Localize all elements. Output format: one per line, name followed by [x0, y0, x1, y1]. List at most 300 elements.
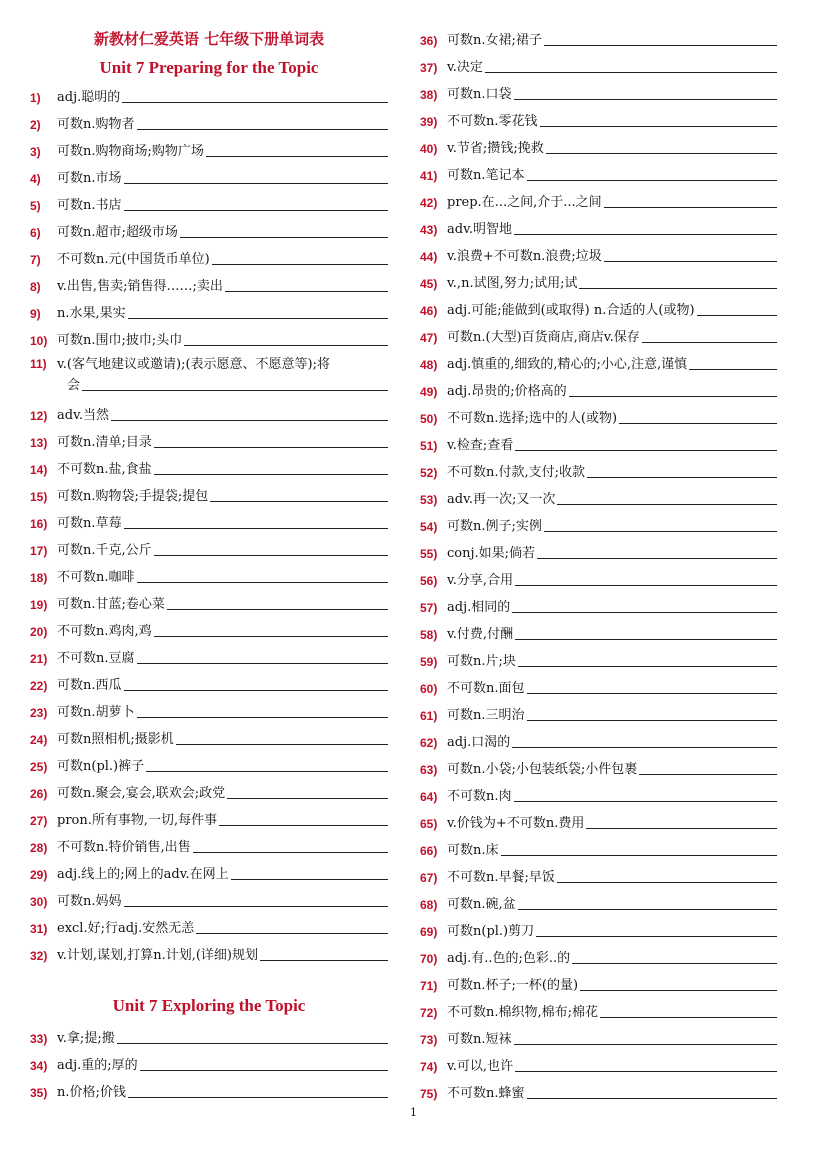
- word-item: [30, 480, 388, 507]
- word-item: [30, 399, 388, 426]
- answer-line[interactable]: [210, 500, 388, 502]
- word-item: [420, 834, 777, 861]
- answer-line[interactable]: [546, 152, 777, 154]
- item-definition: v.付费,付酬: [447, 627, 514, 642]
- word-item: [30, 831, 388, 858]
- item-number: 62): [420, 736, 438, 750]
- item-number: 69): [420, 925, 438, 939]
- word-item: [420, 780, 777, 807]
- item-number: 40): [420, 142, 438, 156]
- item-number: 56): [420, 574, 438, 588]
- word-item: [420, 78, 777, 105]
- item-number: 47): [420, 331, 438, 345]
- item-definition: adj.有..色的;色彩..的: [447, 951, 571, 966]
- item-number: 43): [420, 223, 438, 237]
- item-definition: v.拿;提;搬: [57, 1031, 115, 1046]
- answer-line[interactable]: [619, 422, 777, 424]
- answer-line[interactable]: [501, 854, 777, 856]
- item-number: 42): [420, 196, 438, 210]
- item-number: 65): [420, 817, 438, 831]
- word-item: [30, 81, 388, 108]
- item-number: 41): [420, 169, 438, 183]
- item-number: 26): [30, 787, 48, 801]
- word-item: [420, 24, 777, 51]
- answer-line[interactable]: [128, 1096, 388, 1098]
- page-number: 1: [410, 1106, 417, 1119]
- item-definition: 可数n.口袋: [447, 87, 512, 102]
- item-number: 38): [420, 88, 438, 102]
- word-item: [420, 753, 777, 780]
- item-definition: 可数n.市场: [57, 171, 122, 186]
- item-definition: adj.口渴的: [447, 735, 511, 750]
- item-number: 71): [420, 979, 438, 993]
- item-number: 14): [30, 463, 48, 477]
- item-number: 52): [420, 466, 438, 480]
- answer-line[interactable]: [124, 182, 388, 184]
- item-number: 25): [30, 760, 48, 774]
- answer-line[interactable]: [512, 611, 777, 613]
- word-item: [420, 456, 777, 483]
- answer-line[interactable]: [176, 743, 388, 745]
- answer-line[interactable]: [514, 233, 777, 235]
- item-definition: 可数n照相机;摄影机: [57, 732, 174, 747]
- item-definition: 不可数n.豆腐: [57, 651, 135, 666]
- word-item: [420, 942, 777, 969]
- page-title: 新教材仁爱英语 七年级下册单词表: [93, 30, 325, 48]
- item-number: 13): [30, 436, 48, 450]
- word-item: [30, 642, 388, 669]
- answer-line[interactable]: [515, 584, 777, 586]
- item-definition: 不可数n.盐,食盐: [57, 462, 152, 477]
- answer-line[interactable]: [604, 260, 777, 262]
- item-number: 50): [420, 412, 438, 426]
- word-item: [30, 534, 388, 561]
- answer-line[interactable]: [193, 851, 388, 853]
- word-item: [420, 672, 777, 699]
- item-definition: 可数n.床: [447, 843, 499, 858]
- item-definition: 不可数n.特价销售,出售: [57, 840, 191, 855]
- word-item: [30, 162, 388, 189]
- item-number: 73): [420, 1033, 438, 1047]
- item-definition: adv.再一次;又一次: [447, 492, 556, 507]
- word-item: [30, 723, 388, 750]
- word-item: [30, 804, 388, 831]
- answer-line[interactable]: [587, 476, 777, 478]
- item-number: 57): [420, 601, 438, 615]
- word-item: [30, 669, 388, 696]
- word-item: [30, 939, 388, 966]
- word-item: [420, 105, 777, 132]
- word-item: [420, 564, 777, 591]
- answer-line[interactable]: [697, 314, 777, 316]
- item-number: 20): [30, 625, 48, 639]
- answer-line[interactable]: [514, 98, 777, 100]
- word-item: [420, 240, 777, 267]
- item-definition: excl.好;行adj.安然无恙: [57, 921, 195, 936]
- item-number: 7): [30, 253, 41, 267]
- answer-line[interactable]: [579, 287, 777, 289]
- word-item: [30, 297, 388, 324]
- item-number: 3): [30, 145, 41, 159]
- item-number: 9): [30, 307, 41, 321]
- word-list-c: [30, 1022, 388, 1103]
- item-definition: 可数n.甘蓝;卷心菜: [57, 597, 165, 612]
- word-item: [420, 618, 777, 645]
- item-definition: 可数n.超市;超级市场: [57, 225, 178, 240]
- item-definition: conj.如果;倘若: [447, 546, 536, 561]
- item-number: 15): [30, 490, 48, 504]
- item-number: 55): [420, 547, 438, 561]
- item-definition: 可数n.清单;目录: [57, 435, 152, 450]
- word-item: [30, 696, 388, 723]
- item-definition: 不可数n.零花钱: [447, 114, 538, 129]
- item-definition: pron.所有事物,一切,每件事: [57, 813, 218, 828]
- answer-line[interactable]: [124, 209, 388, 211]
- answer-line[interactable]: [124, 905, 388, 907]
- item-definition: adj.可能;能做到(或取得) n.合适的人(或物): [447, 303, 695, 318]
- answer-line[interactable]: [137, 662, 388, 664]
- item-number: 10): [30, 334, 48, 348]
- word-item: [420, 645, 777, 672]
- answer-line[interactable]: [124, 689, 388, 691]
- item-number: 33): [30, 1032, 48, 1046]
- word-item: [30, 216, 388, 243]
- word-item: [30, 507, 388, 534]
- answer-line[interactable]: [128, 317, 388, 319]
- item-number: 31): [30, 922, 48, 936]
- answer-line[interactable]: [642, 341, 777, 343]
- word-item: [30, 1049, 388, 1076]
- answer-line[interactable]: [146, 770, 388, 772]
- word-item: [30, 243, 388, 270]
- answer-line[interactable]: [212, 263, 388, 265]
- answer-line[interactable]: [512, 746, 777, 748]
- answer-line[interactable]: [557, 881, 777, 883]
- answer-line[interactable]: [137, 581, 388, 583]
- word-item: [420, 321, 777, 348]
- item-definition: v.浪费+不可数n.浪费;垃圾: [447, 249, 602, 264]
- word-item: [30, 858, 388, 885]
- word-item: [30, 453, 388, 480]
- item-definition: n.价格;价钱: [57, 1085, 126, 1100]
- item-number: 22): [30, 679, 48, 693]
- word-list-b: [30, 399, 388, 966]
- answer-line[interactable]: [514, 1043, 777, 1045]
- item-definition: 可数n.妈妈: [57, 894, 122, 909]
- item-number: 46): [420, 304, 438, 318]
- item-definition: 不可数n.棉织物,棉布;棉花: [447, 1005, 599, 1020]
- word-item: [420, 267, 777, 294]
- item-number: 21): [30, 652, 48, 666]
- word-item: [30, 588, 388, 615]
- item-definition: 不可数n.鸡肉,鸡: [57, 624, 152, 639]
- item-definition: 可数n.千克,公斤: [57, 543, 152, 558]
- item-number: 60): [420, 682, 438, 696]
- word-item: [420, 591, 777, 618]
- item-number: 36): [420, 34, 438, 48]
- item-number: 34): [30, 1059, 48, 1073]
- item-definition: 可数n.小袋;小包装纸袋;小件包裹: [447, 762, 638, 777]
- item-definition: 可数n.女裙;裙子: [447, 33, 542, 48]
- item-definition: n.水果,果实: [57, 306, 126, 321]
- item-number: 1): [30, 91, 41, 105]
- answer-line[interactable]: [117, 1042, 388, 1044]
- word-item: [30, 912, 388, 939]
- item-number: 8): [30, 280, 41, 294]
- word-item: [420, 294, 777, 321]
- answer-line[interactable]: [544, 44, 777, 46]
- word-item: [30, 561, 388, 588]
- item-definition: v.可以,也许: [447, 1059, 514, 1074]
- item-number: 32): [30, 949, 48, 963]
- word-item: [420, 213, 777, 240]
- answer-line[interactable]: [515, 1070, 777, 1072]
- item-number: 64): [420, 790, 438, 804]
- item-definition: v.(客气地建议或邀请);(表示愿意、不愿意等);将: [57, 357, 330, 372]
- answer-line[interactable]: [604, 206, 777, 208]
- answer-line[interactable]: [137, 128, 388, 130]
- word-item: [30, 189, 388, 216]
- answer-line[interactable]: [527, 692, 777, 694]
- item-definition: adj.相同的: [447, 600, 511, 615]
- item-definition: 可数n.碗,盆: [447, 897, 516, 912]
- item-number: 2): [30, 118, 41, 132]
- answer-line[interactable]: [82, 389, 388, 391]
- item-definition: adj.慎重的,细致的,精心的;小心,注意,谨慎: [447, 357, 688, 372]
- word-item: [420, 510, 777, 537]
- word-item: [420, 888, 777, 915]
- word-item: [30, 1076, 388, 1103]
- answer-line[interactable]: [527, 1097, 777, 1099]
- answer-line[interactable]: [527, 719, 777, 721]
- item-definition: v.检查;查看: [447, 438, 514, 453]
- answer-line[interactable]: [557, 503, 777, 505]
- answer-line[interactable]: [167, 608, 388, 610]
- item-number: 37): [420, 61, 438, 75]
- item-number: 23): [30, 706, 48, 720]
- word-item: [420, 915, 777, 942]
- word-item: [420, 483, 777, 510]
- word-item: [420, 969, 777, 996]
- left-column: [30, 24, 388, 1103]
- word-item: [420, 807, 777, 834]
- answer-line[interactable]: [180, 236, 388, 238]
- item-definition: adj.重的;厚的: [57, 1058, 138, 1073]
- answer-line[interactable]: [225, 290, 388, 292]
- item-number: 54): [420, 520, 438, 534]
- word-item: [30, 885, 388, 912]
- item-number: 11): [30, 357, 47, 371]
- item-definition: 可数n(pl.)裤子: [57, 759, 145, 774]
- answer-line[interactable]: [231, 878, 388, 880]
- answer-line[interactable]: [515, 449, 777, 451]
- item-number: 24): [30, 733, 48, 747]
- answer-line[interactable]: [537, 557, 777, 559]
- item-number: 49): [420, 385, 438, 399]
- item-definition: v.节省;攒钱;挽救: [447, 141, 544, 156]
- answer-line[interactable]: [515, 638, 777, 640]
- answer-line[interactable]: [544, 530, 777, 532]
- item-definition: 不可数n.蜂蜜: [447, 1086, 525, 1101]
- answer-line[interactable]: [689, 368, 777, 370]
- answer-line[interactable]: [154, 554, 388, 556]
- item-definition: 可数n.购物商场;购物广场: [57, 144, 204, 159]
- item-number: 59): [420, 655, 438, 669]
- word-item: [30, 108, 388, 135]
- item-number: 18): [30, 571, 48, 585]
- answer-line[interactable]: [514, 800, 777, 802]
- answer-line[interactable]: [540, 125, 777, 127]
- word-item: [420, 375, 777, 402]
- word-item: [420, 996, 777, 1023]
- right-column: [420, 24, 777, 1104]
- word-item: [420, 429, 777, 456]
- item-definition: 可数n.购物者: [57, 117, 135, 132]
- item-number: 16): [30, 517, 48, 531]
- item-definition: 可数n.西瓜: [57, 678, 122, 693]
- word-item: [30, 1022, 388, 1049]
- item-definition: 不可数n.付款,支付;收款: [447, 465, 586, 480]
- answer-line[interactable]: [154, 635, 388, 637]
- word-item: [30, 750, 388, 777]
- answer-line[interactable]: [260, 959, 388, 961]
- answer-line[interactable]: [206, 155, 388, 157]
- answer-line[interactable]: [518, 908, 777, 910]
- item-number: 53): [420, 493, 438, 507]
- item-definition: v.,n.试图,努力;试用;试: [447, 276, 578, 291]
- item-number: 67): [420, 871, 438, 885]
- item-number: 17): [30, 544, 48, 558]
- answer-line[interactable]: [569, 395, 777, 397]
- item-number: 70): [420, 952, 438, 966]
- answer-line[interactable]: [111, 419, 388, 421]
- item-definition: 不可数n.肉: [447, 789, 512, 804]
- item-definition: prep.在...之间,介于...之间: [447, 195, 602, 210]
- answer-line[interactable]: [184, 344, 388, 346]
- item-definition: 可数n.聚会,宴会,联欢会;政党: [57, 786, 226, 801]
- item-number: 44): [420, 250, 438, 264]
- answer-line[interactable]: [154, 446, 388, 448]
- item-definition: 可数n.三明治: [447, 708, 525, 723]
- item-definition: v.分享,合用: [447, 573, 514, 588]
- word-item: [420, 1077, 777, 1104]
- item-number: 6): [30, 226, 41, 240]
- word-item: [420, 1023, 777, 1050]
- answer-line[interactable]: [137, 716, 388, 718]
- item-number: 68): [420, 898, 438, 912]
- answer-line[interactable]: [639, 773, 777, 775]
- item-definition: adj.昂贵的;价格高的: [447, 384, 567, 399]
- word-list-right: [420, 24, 777, 1104]
- item-definition: adv.当然: [57, 408, 110, 423]
- answer-line[interactable]: [485, 71, 777, 73]
- answer-line[interactable]: [154, 473, 388, 475]
- word-item: [30, 270, 388, 297]
- word-item: [420, 51, 777, 78]
- answer-line[interactable]: [580, 989, 777, 991]
- word-item: [30, 426, 388, 453]
- item-number: 28): [30, 841, 48, 855]
- item-number: 61): [420, 709, 438, 723]
- item-definition: 可数n.(大型)百货商店,商店v.保存: [447, 330, 640, 345]
- item-definition: 不可数n.早餐;早饭: [447, 870, 555, 885]
- answer-line[interactable]: [572, 962, 777, 964]
- item-definition: 可数n.例子;实例: [447, 519, 542, 534]
- item-number: 58): [420, 628, 438, 642]
- word-item: [30, 351, 388, 399]
- word-item: [420, 159, 777, 186]
- item-definition: adj.线上的;网上的adv.在网上: [57, 867, 229, 882]
- answer-line[interactable]: [140, 1069, 388, 1071]
- answer-line[interactable]: [600, 1016, 777, 1018]
- item-number: 27): [30, 814, 48, 828]
- item-number: 4): [30, 172, 41, 186]
- word-item: [420, 726, 777, 753]
- item-definition: v.价钱为+不可数n.费用: [447, 816, 585, 831]
- section-heading-preparing: Unit 7 Preparing for the Topic: [99, 58, 319, 77]
- item-number: 5): [30, 199, 41, 213]
- answer-line[interactable]: [527, 179, 777, 181]
- answer-line[interactable]: [586, 827, 777, 829]
- item-definition: 可数n.草莓: [57, 516, 122, 531]
- word-item: [420, 537, 777, 564]
- word-item: [420, 861, 777, 888]
- item-number: 19): [30, 598, 48, 612]
- item-definition: 可数n.购物袋;手提袋;提包: [57, 489, 209, 504]
- word-item: [420, 402, 777, 429]
- item-number: 35): [30, 1086, 48, 1100]
- answer-line[interactable]: [227, 797, 388, 799]
- item-number: 39): [420, 115, 438, 129]
- item-number: 45): [420, 277, 438, 291]
- word-item: [30, 324, 388, 351]
- item-definition: 可数n.书店: [57, 198, 122, 213]
- item-number: 66): [420, 844, 438, 858]
- answer-line[interactable]: [196, 932, 388, 934]
- item-definition: 不可数n.元(中国货币单位): [57, 252, 210, 267]
- answer-line[interactable]: [219, 824, 388, 826]
- item-number: 12): [30, 409, 48, 423]
- item-number: 51): [420, 439, 438, 453]
- item-number: 29): [30, 868, 48, 882]
- item-definition: v.出售,售卖;销售得……;卖出: [57, 279, 223, 294]
- item-number: 74): [420, 1060, 438, 1074]
- answer-line[interactable]: [536, 935, 777, 937]
- word-item: [420, 699, 777, 726]
- answer-line[interactable]: [518, 665, 777, 667]
- item-definition: v.决定: [447, 60, 483, 75]
- word-item: [30, 135, 388, 162]
- item-definition: adv.明智地: [447, 222, 513, 237]
- item-number: 30): [30, 895, 48, 909]
- word-item: [420, 132, 777, 159]
- item-definition: 可数n.短袜: [447, 1032, 512, 1047]
- item-definition-cont: 会: [67, 378, 81, 393]
- item-definition: v.计划,谋划,打算n.计划,(详细)规划: [57, 948, 258, 963]
- answer-line[interactable]: [124, 527, 388, 529]
- word-item: [420, 186, 777, 213]
- item-number: 75): [420, 1087, 438, 1101]
- item-definition: 不可数n.咖啡: [57, 570, 135, 585]
- item-definition: 可数n.笔记本: [447, 168, 525, 183]
- item-definition: 可数n.胡萝卜: [57, 705, 135, 720]
- word-item: [420, 348, 777, 375]
- item-definition: 可数n.杯子;一杯(的量): [447, 978, 579, 993]
- answer-line[interactable]: [122, 101, 388, 103]
- word-item: [30, 777, 388, 804]
- item-definition: 可数n(pl.)剪刀: [447, 924, 535, 939]
- item-definition: 可数n.片;块: [447, 654, 516, 669]
